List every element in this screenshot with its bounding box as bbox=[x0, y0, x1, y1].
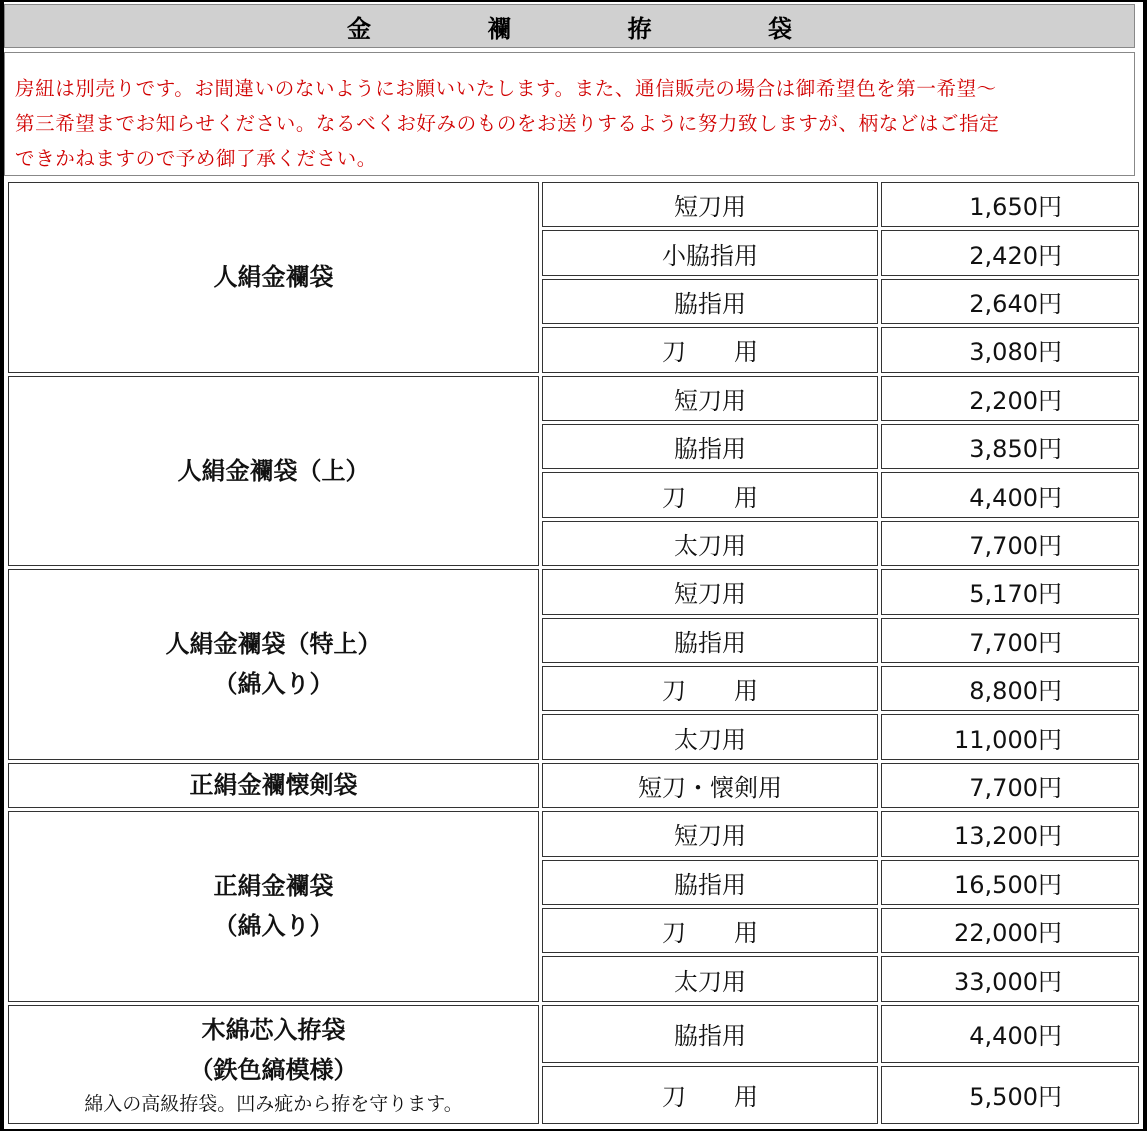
product-name-cell bbox=[8, 763, 539, 808]
size-cell: 脇指用 bbox=[542, 1005, 878, 1063]
price-cell: 4,400円 bbox=[881, 1005, 1139, 1063]
product-name-line: （綿入り） bbox=[213, 912, 334, 941]
price-cell: 3,080円 bbox=[881, 327, 1139, 372]
size-cell: 太刀用 bbox=[542, 521, 878, 566]
price-cell: 2,200円 bbox=[881, 376, 1139, 421]
product-name-cell bbox=[8, 811, 539, 1002]
size-cell: 刀 用 bbox=[542, 472, 878, 517]
size-cell: 刀 用 bbox=[542, 666, 878, 711]
product-name-line: （鉄色縞模様） bbox=[189, 1056, 358, 1085]
price-cell: 4,400円 bbox=[881, 472, 1139, 517]
price-cell: 33,000円 bbox=[881, 956, 1139, 1001]
size-cell: 脇指用 bbox=[542, 618, 878, 663]
product-name-cell bbox=[8, 376, 539, 567]
price-cell: 1,650円 bbox=[881, 182, 1139, 227]
size-cell: 脇指用 bbox=[542, 860, 878, 905]
size-cell: 刀 用 bbox=[542, 1066, 878, 1124]
product-name-line: 木綿芯入拵袋 bbox=[201, 1016, 346, 1045]
price-cell: 7,700円 bbox=[881, 763, 1139, 808]
price-cell: 2,420円 bbox=[881, 230, 1139, 275]
size-cell: 短刀用 bbox=[542, 811, 878, 856]
product-name-line: 正絹金襴袋 bbox=[213, 872, 334, 901]
product-name-line: 正絹金襴懐剣袋 bbox=[189, 771, 358, 800]
size-cell: 小脇指用 bbox=[542, 230, 878, 275]
price-cell: 11,000円 bbox=[881, 714, 1139, 759]
product-name-line: 人絹金襴袋（特上） bbox=[165, 630, 382, 659]
page-title: 金 襴 拵 袋 bbox=[4, 4, 1135, 48]
price-cell: 8,800円 bbox=[881, 666, 1139, 711]
price-cell: 5,170円 bbox=[881, 569, 1139, 614]
size-cell: 短刀・懐剣用 bbox=[542, 763, 878, 808]
product-name-line: 人絹金襴袋 bbox=[213, 263, 334, 292]
product-name-line: （綿入り） bbox=[213, 670, 334, 699]
notice-text: 房紐は別売りです。お間違いのないようにお願いいたします。また、通信販売の場合は御希望色を第一希望～ 第三希望までお知らせください。なるべくお好みのものをお送りするように努力致しますが、柄などはご指定 できかねますので予め御了承ください。 bbox=[4, 52, 1135, 176]
size-cell: 脇指用 bbox=[542, 279, 878, 324]
price-cell: 7,700円 bbox=[881, 618, 1139, 663]
price-cell: 3,850円 bbox=[881, 424, 1139, 469]
size-cell: 短刀用 bbox=[542, 182, 878, 227]
size-cell: 脇指用 bbox=[542, 424, 878, 469]
price-cell: 16,500円 bbox=[881, 860, 1139, 905]
price-cell: 7,700円 bbox=[881, 521, 1139, 566]
product-name-cell bbox=[8, 1005, 539, 1124]
product-name-cell bbox=[8, 569, 539, 760]
size-cell: 刀 用 bbox=[542, 327, 878, 372]
size-cell: 太刀用 bbox=[542, 956, 878, 1001]
price-cell: 22,000円 bbox=[881, 908, 1139, 953]
price-cell: 13,200円 bbox=[881, 811, 1139, 856]
size-cell: 短刀用 bbox=[542, 376, 878, 421]
price-cell: 2,640円 bbox=[881, 279, 1139, 324]
product-note: 綿入の高級拵袋。凹み疵から拵を守ります。 bbox=[84, 1093, 463, 1116]
size-cell: 刀 用 bbox=[542, 908, 878, 953]
size-cell: 太刀用 bbox=[542, 714, 878, 759]
size-cell: 短刀用 bbox=[542, 569, 878, 614]
product-name-line: 人絹金襴袋（上） bbox=[177, 456, 370, 485]
product-name-cell bbox=[8, 182, 539, 373]
price-cell: 5,500円 bbox=[881, 1066, 1139, 1124]
